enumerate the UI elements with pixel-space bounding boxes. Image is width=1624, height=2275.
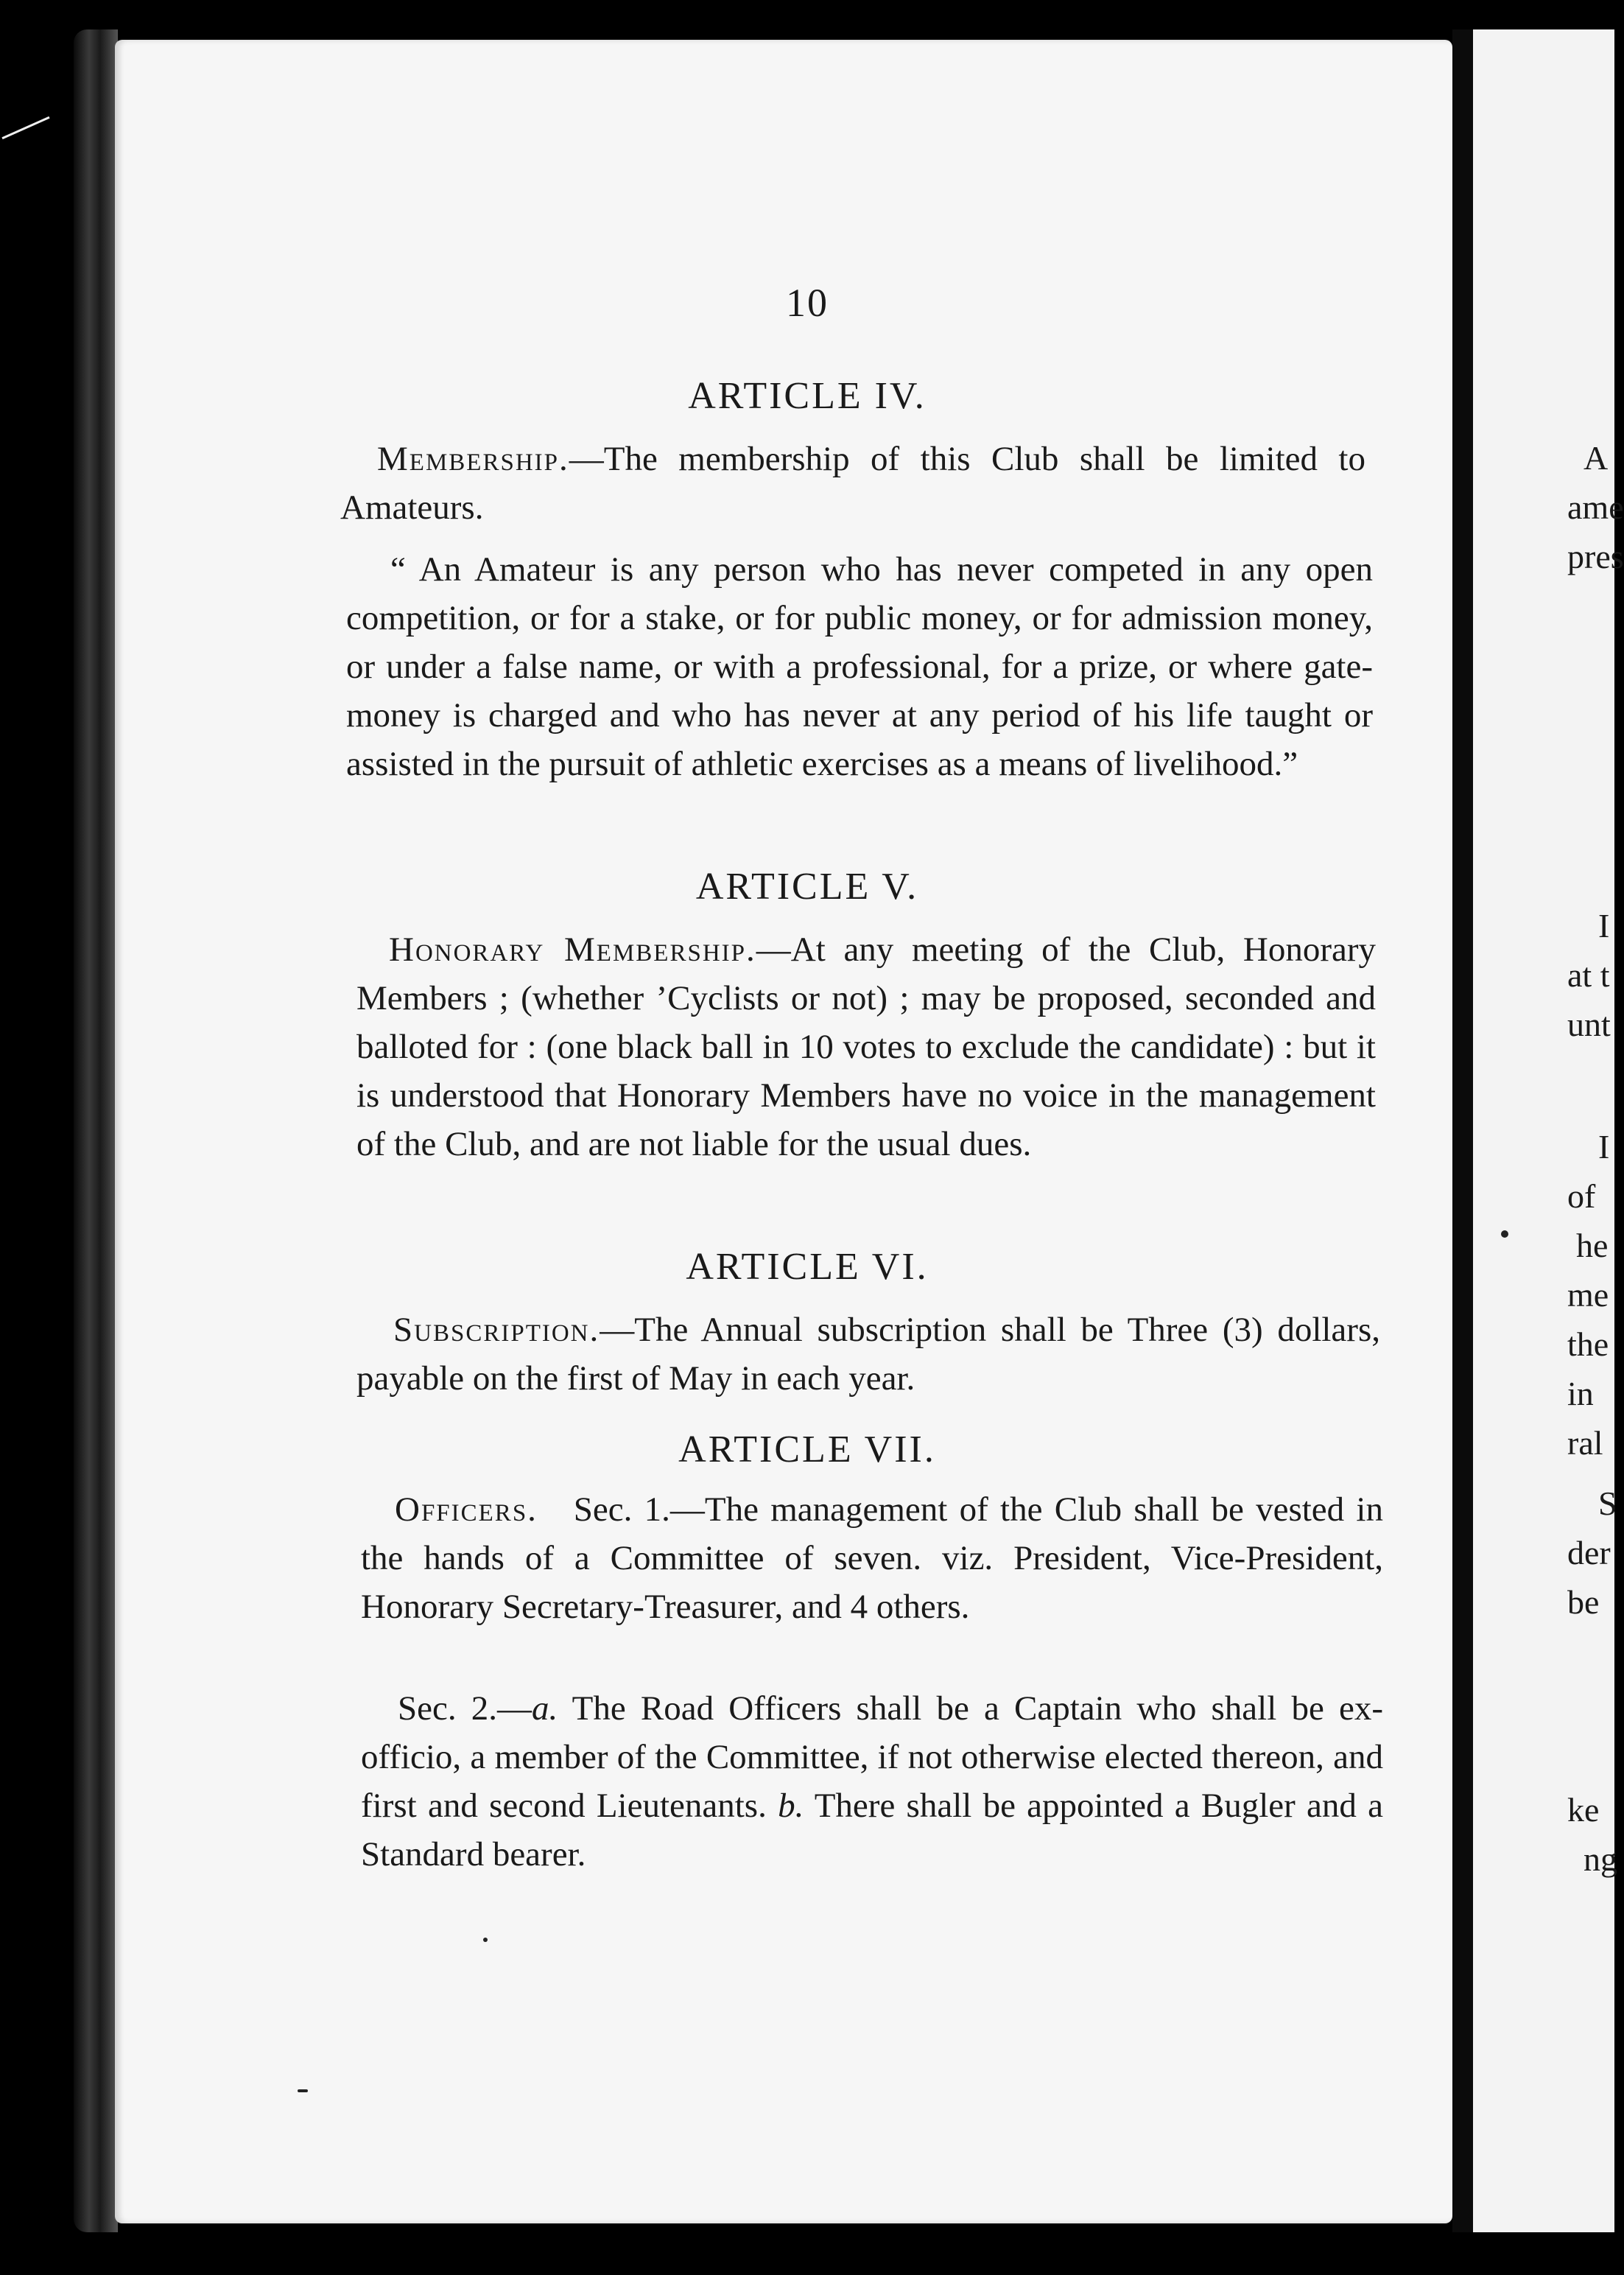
facing-page-fragment: the [1567, 1325, 1609, 1363]
officers-lead: Officers. [395, 1490, 538, 1529]
article-vii-heading: ARTICLE VII. [678, 1429, 936, 1470]
facing-page-fragment: in [1567, 1375, 1594, 1412]
article-v-heading: ARTICLE V. [695, 866, 919, 908]
road-officers-paragraph [361, 1684, 1383, 1879]
facing-page-fragment: me [1567, 1276, 1609, 1314]
membership-paragraph [340, 435, 1365, 532]
honorary-membership-lead: Honorary Membership. [389, 930, 756, 969]
officers-sec1-text: Sec. 1.—The management of the Club shall be vested in the hands of a Committee of seven. viz. President, Vice-President, Honorary Secretary-Treasurer, and 4 others. [361, 1490, 1383, 1626]
facing-page-fragment: S [1598, 1484, 1617, 1522]
honorary-membership-text: —At any meeting of the Club, Honorary Members ; (whether ’Cyclists or not) ; may be proposed, seconded and balloted for : (one black ball in 10 votes to exclude the candidate) : but it is understood that Honorary Members have no voice in the management of the Club, and are not liable for the usual dues. [356, 930, 1377, 1163]
scan-speck [298, 2089, 308, 2092]
honorary-membership-paragraph [356, 925, 1376, 1168]
sec2-label: Sec. 2.— [398, 1689, 532, 1728]
facing-page-fragment: A [1583, 439, 1609, 477]
officers-paragraph [361, 1485, 1383, 1631]
book-spine-edge [74, 29, 118, 2232]
sec2-item-a-label: a. [532, 1689, 558, 1728]
facing-page-fragment: I [1598, 907, 1610, 944]
facing-page-fragment: pres [1567, 538, 1624, 575]
membership-text: —The membership of this Club shall be limited to Amateurs. [340, 440, 1365, 527]
page-gutter [1452, 29, 1473, 2232]
facing-page-fragment: ral [1567, 1424, 1603, 1462]
facing-page-fragment: I [1598, 1128, 1610, 1165]
amateur-definition-paragraph: “ An Amateur is any person who has never competed in any open competition, or for a stake, or for public money, or for admission money, or under a false name, or with a professional, for a prize, or where gate-money is charged and who has never at any period of his life taught or assisted in the pursuit of athletic exercises as a means of livelihood.” [346, 550, 1373, 783]
sec2-item-b-label: b. [778, 1787, 804, 1825]
scan-speck [483, 1938, 488, 1942]
facing-page-fragment: be [1567, 1583, 1600, 1621]
facing-page-fragment: at t [1567, 956, 1610, 994]
article-vi-heading: ARTICLE VI. [686, 1246, 929, 1288]
facing-page-edge [1473, 29, 1624, 2232]
sec2-item-a-text: The Road Officers shall be a Captain who shall be ex-officio, a member of the Committee, if not otherwise elected thereon, and first and second Lieutenants. [361, 1689, 1383, 1825]
facing-page-fragment: ke [1567, 1791, 1600, 1829]
article-iv-heading: ARTICLE IV. [688, 375, 927, 417]
facing-page-fragment: ame [1567, 488, 1624, 526]
facing-page-fragment: of [1567, 1177, 1596, 1215]
scan-speck [1501, 1230, 1508, 1238]
page-number: 10 [786, 281, 829, 325]
subscription-paragraph [356, 1305, 1380, 1403]
facing-page-fragment: der [1567, 1534, 1611, 1571]
sec2-item-b-text: There shall be appointed a Bugler and a Standard bearer. [361, 1787, 1383, 1873]
subscription-text: —The Annual subscription shall be Three (3) dollars, payable on the first of May in each year. [356, 1311, 1380, 1398]
facing-page-fragment: ng [1583, 1840, 1617, 1878]
membership-lead: Membership. [377, 440, 569, 478]
scan-edge-mark [1, 116, 49, 139]
subscription-lead: Subscription. [393, 1311, 600, 1349]
facing-page-fragment: unt [1567, 1006, 1611, 1043]
facing-page-fragment: he [1576, 1227, 1609, 1264]
